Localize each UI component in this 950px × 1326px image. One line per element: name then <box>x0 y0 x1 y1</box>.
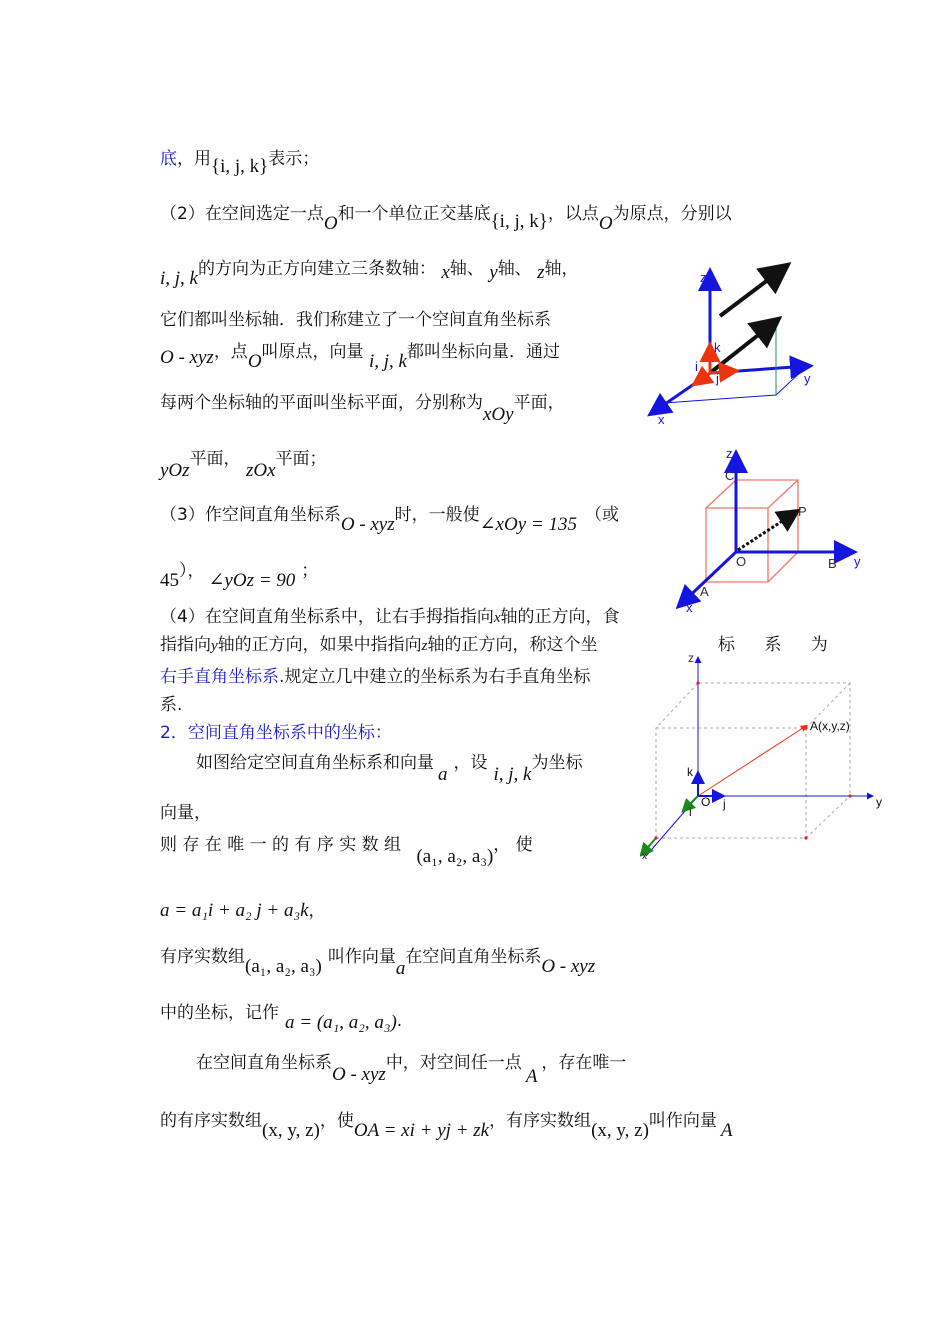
text: . <box>396 1011 403 1031</box>
text: 中的坐标，记作 <box>160 1003 279 1023</box>
math: i, j, k <box>160 268 198 289</box>
label-x: x <box>658 412 665 427</box>
text: 轴的正方向，称这个坐 <box>427 635 598 655</box>
label-z: z <box>700 270 707 285</box>
text: ，用 <box>177 149 211 169</box>
math: O <box>323 213 338 234</box>
term-right-handed: 右手直角坐标系 <box>160 667 279 687</box>
text: 轴、 <box>497 259 532 279</box>
text: 指指向 <box>160 635 211 655</box>
text: 每两个坐标轴的平面叫坐标平面，分别称为 <box>160 393 483 413</box>
line-9 <box>160 560 319 591</box>
text: 则 存 在 唯 一 的 有 序 实 数 组 <box>160 835 402 855</box>
line-21 <box>196 1052 627 1087</box>
text: ，以点 <box>547 204 599 224</box>
line-18 <box>160 900 326 922</box>
text: .规定立几中建立的坐标系为右手直角坐标 <box>279 667 591 687</box>
text: ，设 <box>453 753 488 773</box>
math: O - xyz <box>541 956 596 977</box>
math: O - xyz <box>160 347 214 368</box>
math: x <box>493 610 501 626</box>
text: ，使 <box>319 1111 354 1131</box>
text: （3）作空间直角坐标系 <box>160 505 341 525</box>
label-A: A(x,y,z) <box>810 719 850 733</box>
text: 时，一般使 <box>394 505 480 525</box>
line-11-tail: 标 系 为 <box>718 635 840 655</box>
math-basis: {i, j, k} <box>211 156 269 177</box>
line-3 <box>160 258 579 289</box>
text: ， <box>308 901 326 921</box>
line-7 <box>160 448 327 481</box>
math: x <box>441 262 450 283</box>
label-z: z <box>726 446 733 461</box>
figure-point-coordinates <box>640 648 890 860</box>
line-1 <box>160 148 320 177</box>
term-base-end: 底 <box>160 149 177 169</box>
math: a <box>438 764 448 785</box>
text: 在空间直角坐标系 <box>405 947 542 967</box>
line-22 <box>160 1110 733 1141</box>
text: ）， <box>179 561 205 581</box>
text: ， 使 <box>493 835 533 855</box>
text: （2）在空间选定一点 <box>160 204 324 224</box>
math-basis: {i, j, k} <box>490 211 548 232</box>
line-15 <box>196 752 583 785</box>
text: （或 <box>584 505 619 525</box>
line-17 <box>160 834 533 867</box>
label-B: B <box>828 556 837 571</box>
label-P: P <box>798 504 807 519</box>
text: ； <box>301 561 319 581</box>
projection-lines <box>664 368 805 403</box>
math: O <box>598 213 613 234</box>
text: 在空间直角坐标系 <box>196 1053 332 1073</box>
math: zOx <box>245 460 276 481</box>
label-y: y <box>854 554 861 569</box>
math: O - xyz <box>332 1064 386 1085</box>
vector-a-translated <box>720 267 785 316</box>
text: 叫原点，向量 <box>261 342 364 362</box>
unit-i <box>696 373 710 383</box>
line-5 <box>160 341 560 372</box>
math: 45 <box>160 570 179 591</box>
label-k: k <box>714 340 721 355</box>
text: 有序实数组 <box>160 947 245 967</box>
text: 轴、 <box>449 259 484 279</box>
text: （4）在空间直角坐标系中，让右手拇指指向 <box>160 607 494 627</box>
text: ，存在唯一 <box>541 1053 627 1073</box>
math: A <box>720 1120 733 1141</box>
line-13: 系. <box>160 695 183 715</box>
label-O: O <box>701 795 711 809</box>
math: i, j, k <box>368 351 407 372</box>
label-z: z <box>688 651 694 665</box>
text: 的方向为正方向建立三条数轴： <box>198 259 436 279</box>
math: O <box>247 351 262 372</box>
text: 如图给定空间直角坐标系和向量 <box>196 753 434 773</box>
math: O - xyz <box>340 514 395 535</box>
math: z <box>421 638 428 654</box>
math: a <box>395 958 406 979</box>
math: (x, y, z) <box>262 1120 320 1141</box>
figure-cube-point <box>660 440 880 615</box>
math: xOy <box>483 404 514 425</box>
math: y <box>489 262 498 283</box>
label-i: i <box>695 359 698 374</box>
math-decomposition: a = a₁i + a₂ j + a₃k <box>160 900 309 921</box>
text: 平面， <box>189 449 241 469</box>
line-2 <box>160 203 732 234</box>
math: (a₁, a₂, a₃) <box>245 956 322 977</box>
label-x: x <box>686 600 693 615</box>
text: 叫作向量 <box>327 947 396 967</box>
line-11 <box>160 634 598 657</box>
figure-coordinate-axes <box>640 255 840 430</box>
text: ，有序实数组 <box>489 1111 592 1131</box>
text: 表示； <box>268 149 320 169</box>
text: 和一个单位正交基底 <box>337 204 491 224</box>
line-20 <box>160 1002 403 1033</box>
unit-j <box>710 371 734 373</box>
math: (a₁, a₂, a₃) <box>416 846 494 867</box>
label-i: i <box>689 805 692 819</box>
text: 中，对空间任一点 <box>385 1053 522 1073</box>
math: y <box>211 638 218 654</box>
line-12 <box>160 666 590 688</box>
text: 为原点，分别以 <box>612 204 732 224</box>
math: (x, y, z) <box>591 1120 649 1141</box>
label-x: x <box>642 851 647 860</box>
math: yOz <box>160 460 190 481</box>
line-6 <box>160 392 565 425</box>
text: 轴的正方向，如果中指指向 <box>217 635 422 655</box>
text: 平面； <box>275 449 327 469</box>
line-16: 向量， <box>160 803 211 823</box>
label-j: j <box>716 371 719 386</box>
line-19 <box>160 946 596 979</box>
text: 都叫坐标向量．通过 <box>406 342 560 362</box>
label-A: A <box>700 584 709 599</box>
line-4: 它们都叫坐标轴．我们称建立了一个空间直角坐标系 <box>160 310 551 330</box>
math: OA = xi + yj + zk <box>353 1120 490 1141</box>
text: 轴， <box>544 259 579 279</box>
math: z <box>537 262 545 283</box>
text: ，点 <box>213 342 248 362</box>
line-10 <box>160 606 620 629</box>
math: i, j, k <box>493 764 532 785</box>
math: ∠xOy = 135 <box>479 514 577 535</box>
text: 平面， <box>513 393 565 413</box>
section-heading: 2．空间直角坐标系中的坐标： <box>160 723 392 743</box>
line-8 <box>160 504 619 535</box>
label-k: k <box>687 765 693 779</box>
text: 叫作向量 <box>648 1111 717 1131</box>
text: 为坐标 <box>531 753 583 773</box>
label-C: C <box>725 468 735 483</box>
label-y: y <box>804 371 811 386</box>
text: 轴的正方向，食 <box>500 607 620 627</box>
text: 的有序实数组 <box>160 1111 262 1131</box>
vector-OA <box>698 726 806 796</box>
label-O: O <box>736 554 747 569</box>
math: A <box>525 1066 538 1087</box>
math: ∠yOz = 90 <box>208 570 296 591</box>
label-y: y <box>876 795 882 809</box>
math: a = (a₁, a₂, a₃) <box>285 1012 397 1033</box>
label-j: j <box>723 797 726 811</box>
vector-OP <box>738 512 796 550</box>
